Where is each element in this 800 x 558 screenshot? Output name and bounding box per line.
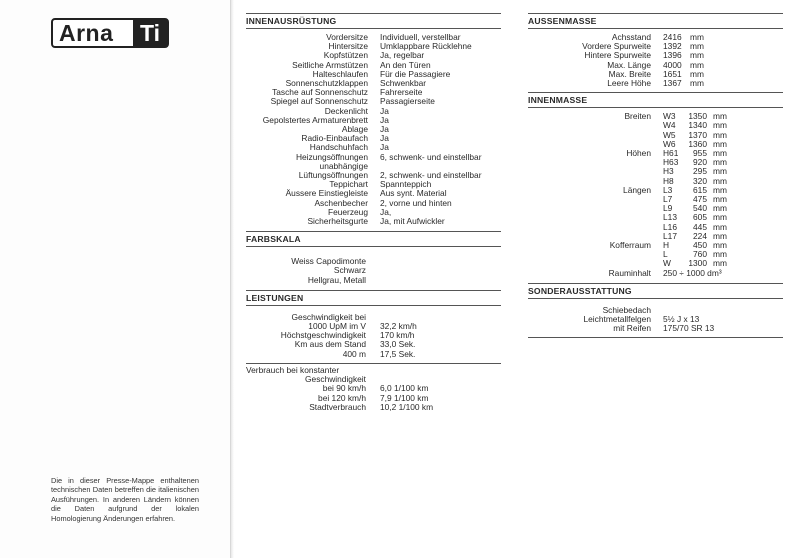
section-title-farbskala: FARBSKALA — [246, 231, 501, 247]
table-row — [246, 51, 501, 60]
row-value: Ja, regelbar — [380, 50, 425, 61]
row-code: H63 — [663, 157, 679, 168]
row-value: 605 — [693, 212, 707, 223]
row-code: L7 — [663, 194, 673, 205]
row-label — [528, 158, 651, 167]
row-label: Seitliche Armstützen — [292, 59, 368, 70]
row-label: Tasche auf Sonnenschutz — [272, 87, 368, 98]
row-value: 17,5 Sek. — [380, 348, 416, 359]
row-value: Individuell, verstellbar — [380, 32, 461, 42]
table-row — [528, 315, 783, 324]
row-label — [528, 167, 651, 176]
rauminhalt-label: Rauminhalt — [608, 267, 651, 278]
row-value: Ja — [380, 124, 389, 135]
row-label: Sicherheitsgurte — [307, 216, 368, 227]
row-unit: mm — [690, 78, 704, 89]
row-unit: mm — [713, 184, 727, 195]
row-label: Schiebedach — [602, 304, 651, 315]
row-label: Stadtverbrauch — [309, 401, 366, 412]
section-title-sonderausstattung: SONDERAUSSTATTUNG — [528, 283, 783, 299]
table-row — [528, 70, 783, 79]
table-row — [528, 250, 783, 259]
row-label: Heizungsöffnungen — [295, 151, 368, 162]
row-value: 475 — [693, 194, 707, 205]
row-unit: mm — [713, 120, 727, 131]
row-code: H3 — [663, 166, 674, 177]
row-label: Äussere Einstiegleiste — [285, 188, 368, 199]
row-label: Geschwindigkeit bei — [291, 311, 366, 322]
row-label: Achsstand — [611, 32, 651, 42]
table-row — [528, 33, 783, 42]
row-label — [528, 223, 651, 232]
table-row — [246, 134, 501, 143]
row-label: Leere Höhe — [607, 78, 651, 89]
row-value: 295 — [693, 166, 707, 177]
row-label — [528, 213, 651, 222]
row-label — [528, 204, 651, 213]
row-label: mit Reifen — [613, 323, 651, 334]
section-title-innenausruestung: INNENAUSRÜSTUNG — [246, 13, 501, 29]
row-value: 920 — [693, 157, 707, 168]
row-value: 615 — [693, 184, 707, 195]
row-label: Höhen — [626, 148, 651, 159]
color-item — [246, 276, 501, 285]
row-value: 6, schwenk- und einstellbar — [380, 151, 482, 162]
row-value: Umklappbare Rücklehne — [380, 41, 472, 52]
aussenmasse-table — [528, 33, 783, 88]
middle-column — [246, 13, 501, 412]
row-label: Halteschlaufen — [312, 68, 368, 79]
row-label: Vordersitze — [326, 32, 368, 42]
row-label: Breiten — [624, 111, 651, 122]
row-unit: mm — [713, 166, 727, 177]
color-name: Hellgrau, Metall — [307, 274, 366, 285]
table-row — [246, 180, 501, 189]
row-value: 760 — [693, 249, 707, 260]
verbrauch-heading: Verbrauch bei konstanter — [246, 364, 340, 375]
innenmasse-table — [528, 112, 783, 268]
row-value: Ja, mit Aufwickler — [380, 216, 445, 227]
row-unit: mm — [713, 240, 727, 251]
table-row — [246, 384, 501, 393]
table-row — [246, 375, 501, 384]
row-label — [528, 121, 651, 130]
row-label: Längen — [623, 184, 651, 195]
row-unit: mm — [713, 203, 727, 214]
row-unit: mm — [690, 41, 704, 52]
row-value: 33,0 Sek. — [380, 339, 416, 350]
row-label: Höchstgeschwindigkeit — [280, 330, 366, 341]
table-row — [246, 313, 501, 322]
row-value: Ja — [380, 142, 389, 153]
row-value: 175/70 SR 13 — [663, 323, 715, 334]
row-value: 445 — [693, 221, 707, 232]
row-label: Radio-Einbaufach — [301, 133, 368, 144]
table-row — [528, 140, 783, 149]
row-unit: mm — [713, 212, 727, 223]
row-value: 1340 — [688, 120, 707, 131]
row-value: 1392 — [663, 41, 682, 52]
row-value: Spannteppich — [380, 179, 432, 190]
row-label: Ablage — [341, 124, 368, 135]
color-name: Weiss Capodimonte — [291, 256, 366, 267]
row-label: Feuerzeug — [327, 206, 368, 217]
table-row — [246, 199, 501, 208]
row-code: L9 — [663, 203, 673, 214]
table-row — [528, 112, 783, 121]
row-code: W5 — [663, 129, 676, 140]
row-label: Kopfstützen — [323, 50, 368, 61]
row-value: 320 — [693, 175, 707, 186]
table-row — [528, 131, 783, 140]
innenausruestung-table — [246, 33, 501, 226]
row-unit: mm — [690, 32, 704, 42]
table-row — [528, 186, 783, 195]
table-row — [246, 116, 501, 125]
row-unit: mm — [690, 50, 704, 61]
row-value: 955 — [693, 148, 707, 159]
color-name: Schwarz — [333, 265, 366, 276]
row-value: Ja — [380, 133, 389, 144]
row-label: Leichtmetallfelgen — [583, 314, 651, 325]
left-panel — [0, 0, 231, 558]
row-unit: mm — [713, 111, 727, 122]
table-row — [528, 195, 783, 204]
table-row — [528, 42, 783, 51]
table-row — [528, 306, 783, 315]
row-value: Ja — [380, 105, 389, 116]
table-row — [528, 177, 783, 186]
row-unit: mm — [690, 68, 704, 79]
row-code: L13 — [663, 212, 677, 223]
row-value: 6,0 1/100 km — [380, 383, 429, 394]
row-label — [528, 250, 651, 259]
row-code: W — [663, 258, 671, 269]
row-value: 1370 — [688, 129, 707, 140]
row-value: Ja — [380, 114, 389, 125]
row-unit: mm — [713, 157, 727, 168]
row-value: Für die Passagiere — [380, 68, 451, 79]
table-row — [528, 259, 783, 268]
row-value: 1360 — [688, 138, 707, 149]
row-label: Kofferraum — [609, 240, 651, 251]
sonderausstattung-table — [528, 306, 783, 334]
row-label: Handschuhfach — [309, 142, 368, 153]
row-label: Deckenlicht — [324, 105, 368, 116]
row-value: 4000 — [663, 59, 682, 70]
row-value: 2, vorne und hinten — [380, 197, 452, 208]
rauminhalt-value: 250 ÷ 1000 dm³ — [663, 267, 722, 278]
table-row — [528, 204, 783, 213]
row-value: 7,9 1/100 km — [380, 392, 429, 403]
row-label — [528, 195, 651, 204]
row-label: Max. Breite — [608, 68, 651, 79]
table-row — [246, 340, 501, 349]
table-row — [246, 403, 501, 412]
row-value: 1350 — [688, 111, 707, 122]
row-label: bei 90 km/h — [322, 383, 366, 394]
arna-ti-logo — [51, 18, 169, 48]
row-unit: mm — [713, 249, 727, 260]
row-unit: mm — [713, 230, 727, 241]
row-label: unabhängige — [319, 160, 368, 171]
row-label: Hintere Spurweite — [584, 50, 651, 61]
table-row — [528, 51, 783, 60]
row-value: 2416 — [663, 32, 682, 42]
row-unit: mm — [713, 258, 727, 269]
table-row — [246, 208, 501, 217]
table-row — [528, 213, 783, 222]
row-value: Aus synt. Material — [380, 188, 447, 199]
table-row — [246, 70, 501, 79]
row-label: Teppichart — [329, 179, 368, 190]
table-row — [246, 394, 501, 403]
row-value: 170 km/h — [380, 330, 415, 341]
table-row — [246, 217, 501, 226]
row-value: 1396 — [663, 50, 682, 61]
row-value: An den Türen — [380, 59, 431, 70]
row-label: Lüftungsöffnungen — [298, 170, 368, 181]
table-row — [246, 125, 501, 134]
row-value: Ja, — [380, 206, 392, 217]
logo-mark: Ti — [133, 20, 167, 46]
page-fold — [231, 0, 234, 558]
row-label: Vordere Spurweite — [582, 41, 651, 52]
row-code: L — [663, 249, 668, 260]
table-row — [528, 121, 783, 130]
logo-word: Arna — [59, 19, 114, 46]
row-value: 1367 — [663, 78, 682, 89]
row-code: L16 — [663, 221, 677, 232]
row-label: 1000 UpM im V — [308, 321, 366, 332]
table-row — [246, 42, 501, 51]
row-value: Passagierseite — [380, 96, 435, 107]
row-label: 400 m — [342, 348, 366, 359]
row-code: L3 — [663, 184, 673, 195]
table-row — [246, 61, 501, 70]
leistungen-table — [246, 313, 501, 359]
section-title-leistungen: LEISTUNGEN — [246, 290, 501, 306]
row-value: 5½ J x 13 — [663, 314, 700, 325]
row-code: H — [663, 240, 670, 251]
verbrauch-table — [246, 375, 501, 412]
table-row — [528, 79, 783, 88]
row-label: Aschenbecher — [314, 197, 368, 208]
table-row — [246, 331, 501, 340]
color-item — [246, 266, 501, 275]
row-value: 2, schwenk- und einstellbar — [380, 170, 482, 181]
divider — [528, 337, 783, 338]
row-value: Schwenkbar — [380, 78, 427, 89]
row-code: W3 — [663, 111, 676, 122]
row-unit: mm — [713, 138, 727, 149]
row-value: 10,2 1/100 km — [380, 401, 434, 412]
row-code: W6 — [663, 138, 676, 149]
row-code: H8 — [663, 175, 674, 186]
row-unit: mm — [713, 129, 727, 140]
row-label: bei 120 km/h — [318, 392, 366, 403]
row-value: 1651 — [663, 68, 682, 79]
row-label: Geschwindigkeit — [305, 374, 366, 385]
homologation-note: Die in dieser Presse-Mappe enthaltenen technischen Daten betreffen die italienischen Ausführungen. In anderen Ländern können die Daten aufgrund der lokalen Homologierung Änderungen erfahren. — [51, 476, 199, 523]
row-label: Gepolstertes Armaturenbrett — [262, 114, 368, 125]
row-unit: mm — [713, 175, 727, 186]
table-row — [246, 97, 501, 106]
row-unit: mm — [713, 148, 727, 159]
rauminhalt-row — [528, 269, 783, 278]
section-title-innenmasse: INNENMASSE — [528, 92, 783, 108]
section-title-aussenmasse: AUSSENMASSE — [528, 13, 783, 29]
table-row — [528, 223, 783, 232]
table-row — [528, 61, 783, 70]
row-label: Spiegel auf Sonnenschutz — [270, 96, 368, 107]
row-unit: mm — [713, 221, 727, 232]
right-column — [528, 13, 783, 338]
table-row — [528, 232, 783, 241]
row-value: 1300 — [688, 258, 707, 269]
row-code: L17 — [663, 230, 677, 241]
row-value: 540 — [693, 203, 707, 214]
table-row — [246, 153, 501, 162]
table-row — [246, 350, 501, 359]
row-label: Hintersitze — [328, 41, 368, 52]
table-row — [528, 167, 783, 176]
color-item — [246, 257, 501, 266]
row-label: Km aus dem Stand — [294, 339, 366, 350]
table-row — [528, 241, 783, 250]
row-unit: mm — [713, 194, 727, 205]
table-row — [246, 189, 501, 198]
table-row — [528, 158, 783, 167]
farbskala-list — [246, 257, 501, 285]
row-code: H61 — [663, 148, 679, 159]
table-row — [528, 324, 783, 333]
table-row — [246, 171, 501, 180]
row-value: 450 — [693, 240, 707, 251]
divider — [246, 363, 501, 364]
row-unit: mm — [690, 59, 704, 70]
row-label: Max. Länge — [607, 59, 651, 70]
verbrauch-block — [246, 366, 501, 412]
table-row — [528, 149, 783, 158]
row-label — [528, 131, 651, 140]
row-code: W4 — [663, 120, 676, 131]
row-value: 224 — [693, 230, 707, 241]
row-label: Sonnenschutzklappen — [285, 78, 368, 89]
row-value: 32,2 km/h — [380, 321, 417, 332]
row-value: Fahrerseite — [380, 87, 423, 98]
